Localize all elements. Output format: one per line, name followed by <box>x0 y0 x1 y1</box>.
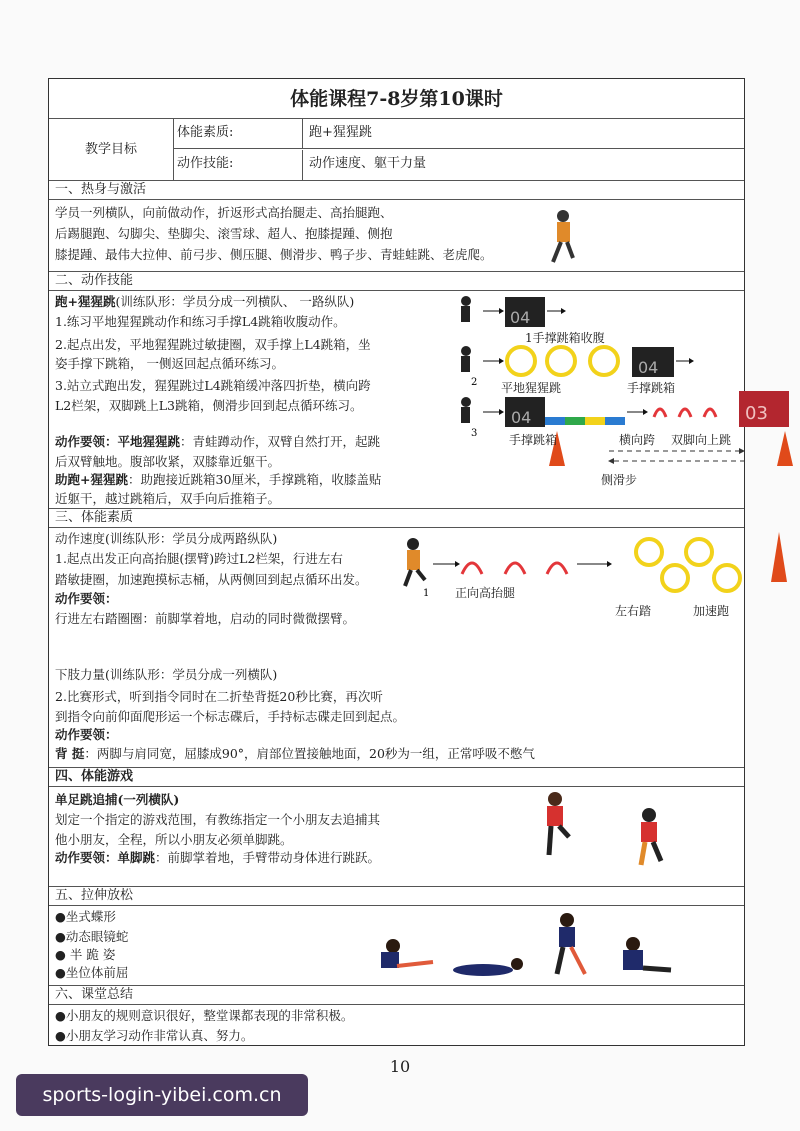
s3-speed-line-2: 踏敏捷圈，加速跑摸标志桶，从两侧回到起点循环出发。 <box>55 572 368 587</box>
cap-side-slide: 侧滑步 <box>601 473 638 487</box>
svg-text:2: 2 <box>471 377 478 388</box>
page-title: 体能课程7-8岁第10课时 <box>49 79 744 119</box>
s4-line-2: 他小朋友，全程，所以小朋友必须单脚跳。 <box>55 832 293 847</box>
svg-text:1: 1 <box>423 588 430 599</box>
running-child-figure <box>547 208 579 266</box>
s5-item-1: ●坐式蝶形 <box>55 909 116 924</box>
goal-label: 教学目标 <box>49 119 174 180</box>
cap-lateral-step: 横向跨 <box>619 433 656 447</box>
s2-subtitle: 跑+猩猩跳(训练队形：学员分成一列横队、 一路纵队) <box>55 294 355 309</box>
svg-text:04: 04 <box>510 308 531 327</box>
section-1-body <box>49 200 744 272</box>
s2-req-1: 动作要领：平地猩猩跳：青蛙蹲动作，双臂自然打开，起跳 <box>55 434 381 449</box>
s1-line-2: 后踢腿跑、勾脚尖、垫脚尖、滚雪球、超人、抱膝提踵、侧抱 <box>55 226 393 241</box>
s5-item-2: ●动态眼镜蛇 <box>55 929 129 944</box>
s4-req: 动作要领：单脚跳：前脚掌着地，手臂带动身体进行跳跃。 <box>55 850 381 865</box>
teaching-goal-row <box>49 119 744 181</box>
s6-item-1: ●小朋友的规则意识很好，整堂课都表现的非常积极。 <box>55 1008 354 1023</box>
cap-box-support: 手撑跳箱 <box>627 381 676 395</box>
hopping-children-figure <box>537 791 677 877</box>
cap-jump-up: 双脚向上跳 <box>671 433 732 447</box>
skill-key: 动作技能: <box>173 150 303 180</box>
s2-line-2: 2.起点出发，平地猩猩跳过敏捷圈，双手撑上L4跳箱，坐 <box>55 337 371 352</box>
section-4-heading: 四、体能游戏 <box>49 768 744 787</box>
section-1-heading: 一、热身与激活 <box>49 181 744 200</box>
s2-req-2-line2: 近躯干，越过跳箱后，双手向后推箱子。 <box>55 491 281 506</box>
lesson-plan-table <box>48 78 768 1046</box>
s3-speed-title: 动作速度(训练队形：学员分成两路纵队) <box>55 531 278 546</box>
section-5-body <box>49 906 744 986</box>
s3-req2-line: 背 挺：两脚与肩同宽，屈膝成90°，肩部位置接触地面，20秒为一组，正常呼吸不憋气 <box>55 746 535 761</box>
s3-lower-title: 下肢力量(训练队形：学员分成一列横队) <box>55 667 278 682</box>
cap-flat-jump: 平地猩猩跳 <box>501 381 562 395</box>
section-6-heading: 六、课堂总结 <box>49 986 744 1005</box>
svg-text:03: 03 <box>745 403 768 424</box>
s4-line-1: 划定一个指定的游戏范围，有教练指定一个小朋友去追捕其 <box>55 812 381 827</box>
section-6-body <box>49 1005 744 1047</box>
s5-item-4: ●坐位体前屈 <box>55 965 129 980</box>
stretching-children-figure <box>371 912 671 984</box>
cap-box-tuck: 1手撑跳箱收腹 <box>525 331 605 345</box>
s3-lower-line-2: 到指令向前仰面爬形运一个标志碟后，手持标志碟走回到起点。 <box>55 709 406 724</box>
s3-req2-heading: 动作要领： <box>55 727 118 742</box>
s2-line-5: L2栏架，双脚跳上L3跳箱，侧滑步回到起点循环练习。 <box>55 398 363 413</box>
s2-line-3: 姿手撑下跳箱， 一侧返回起点循环练习。 <box>55 356 284 371</box>
skill-drill-diagram <box>449 291 768 501</box>
s2-line-1: 1.练习平地猩猩跳动作和练习手撑L4跳箱收腹动作。 <box>55 314 346 329</box>
s2-line-4: 3.站立式跑出发，猩猩跳过L4跳箱缓冲落四折垫，横向跨 <box>55 378 371 393</box>
svg-text:04: 04 <box>511 408 532 427</box>
quality-key: 体能素质: <box>173 119 303 149</box>
quality-value: 跑+猩猩跳 <box>303 119 744 149</box>
cap-high-knee: 正向高抬腿 <box>455 586 516 600</box>
s1-line-1: 学员一列横队，向前做动作，折返形式高抬腿走、高抬腿跑、 <box>55 205 393 220</box>
watermark-banner: sports-login-yibei.com.cn <box>16 1074 308 1116</box>
s3-lower-line-1: 2.比赛形式，听到指令同时在二折垫背挺20秒比赛，再次听 <box>55 689 383 704</box>
section-5-heading: 五、拉伸放松 <box>49 887 744 906</box>
s3-speed-line-1: 1.起点出发正向高抬腿(摆臂)跨过L2栏架，行进左右 <box>55 551 343 566</box>
section-3-body <box>49 528 744 768</box>
cap-box-support-2: 手撑跳箱 <box>509 433 558 447</box>
section-4-body <box>49 787 744 887</box>
s3-req-heading: 动作要领： <box>55 591 118 606</box>
s4-subtitle: 单足跳追捕(一列横队) <box>55 792 180 807</box>
s5-item-3: ● 半 跪 姿 <box>55 947 116 962</box>
page-number: 10 <box>389 1057 411 1076</box>
s1-line-3: 膝提踵、最伟大拉伸、前弓步、侧压腿、侧滑步、鸭子步、青蛙蛙跳、老虎爬。 <box>55 247 493 262</box>
s2-req-1-line2: 后双臂触地。腹部收紧，双膝靠近躯干。 <box>55 454 281 469</box>
cap-left-right: 左右踏 <box>615 604 652 618</box>
section-2-heading: 二、动作技能 <box>49 272 744 291</box>
svg-text:3: 3 <box>471 428 478 439</box>
cap-sprint: 加速跑 <box>693 604 730 618</box>
s3-req-line: 行进左右踏圈圈：前脚掌着地，启动的同时微微摆臂。 <box>55 611 356 626</box>
skill-value: 动作速度、躯干力量 <box>309 156 427 171</box>
section-3-heading: 三、体能素质 <box>49 509 744 528</box>
section-2-body <box>49 291 768 509</box>
s2-req-2: 助跑+猩猩跳：助跑接近跳箱30厘米，手撑跳箱，收膝盖贴 <box>55 472 382 487</box>
s6-item-2: ●小朋友学习动作非常认真、努力。 <box>55 1028 254 1043</box>
svg-text:04: 04 <box>638 358 659 377</box>
